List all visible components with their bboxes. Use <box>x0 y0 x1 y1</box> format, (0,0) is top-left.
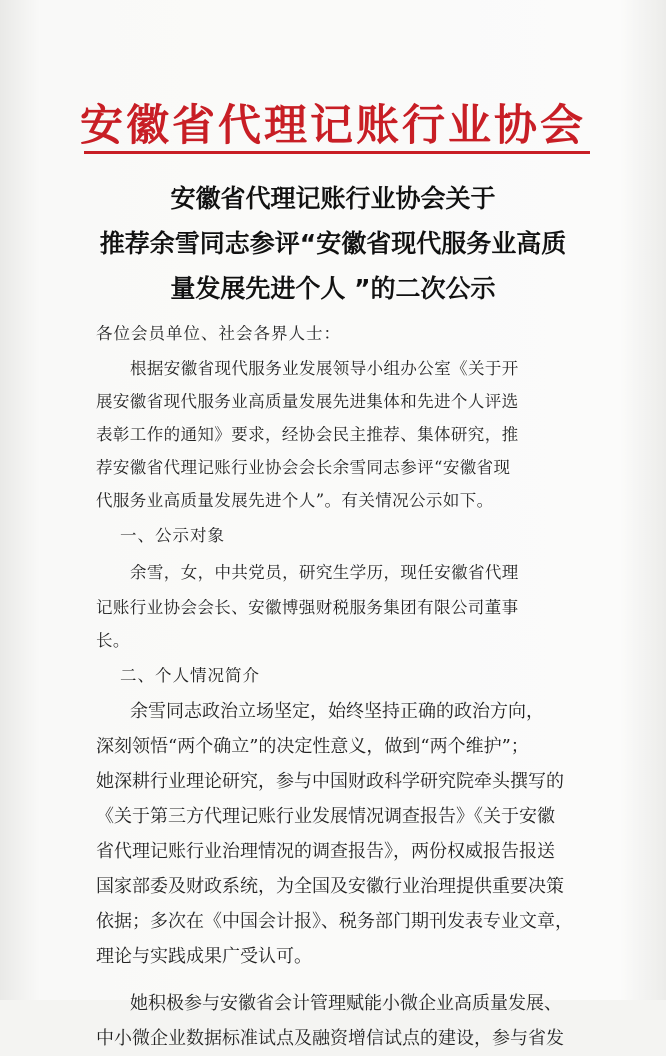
intro-line: 表彰工作的通知》要求，经协会民主推荐、集体研究，推 <box>96 425 519 444</box>
title-line: 安徽省代理记账行业协会关于 <box>170 184 496 213</box>
intro-line: 荐安徽省代理记账行业协会会长余雪同志参评“安徽省现 <box>96 458 511 477</box>
section-heading: 一、公示对象 <box>120 526 225 545</box>
salutation: 各位会员单位、社会各界人士： <box>96 324 341 343</box>
organization-letterhead: 安徽省代理记账行业协会 <box>80 101 586 151</box>
section1-line: 余雪，女，中共党员，研究生学历，现任安徽省代理 <box>130 563 519 582</box>
intro-line: 展安徽省现代服务业高质量发展先进集体和先进个人评选 <box>96 392 519 411</box>
section2-line: 理论与实践成果广受认可。 <box>96 946 312 967</box>
section2-line: 深刻领悟“两个确立”的决定性意义，做到“两个维护”； <box>96 736 529 757</box>
title-line: 推荐余雪同志参评“安徽省现代服务业高质 <box>99 229 567 258</box>
document-title <box>0 176 666 311</box>
section2-line: 国家部委及财政系统，为全国及安徽行业治理提供重要决策 <box>96 876 564 897</box>
section2-line: 中小微企业数据标准试点及融资增信试点的建设，参与省发 <box>96 1028 564 1049</box>
section-heading: 二、个人情况简介 <box>120 666 260 685</box>
section2-line: 《关于第三方代理记账行业发展情况调查报告》《关于安徽 <box>96 806 555 827</box>
section1-line: 记账行业协会会长、安徽博强财税服务集团有限公司董事 <box>96 598 519 617</box>
letterhead-rule <box>84 151 590 154</box>
document-body <box>96 315 586 1056</box>
title-line: 量发展先进个人 ”的二次公示 <box>170 274 496 303</box>
section2-line: 省代理记账行业治理情况的调查报告》，两份权威报告报送 <box>96 841 555 862</box>
section2-line: 她积极参与安徽省会计管理赋能小微企业高质量发展、 <box>130 993 562 1014</box>
section1-line: 长。 <box>96 631 130 650</box>
section2-line: 依据；多次在《中国会计报》、税务部门期刊发表专业文章， <box>96 911 573 932</box>
intro-line: 代服务业高质量发展先进个人”。有关情况公示如下。 <box>96 491 494 510</box>
intro-line: 根据安徽省现代服务业发展领导小组办公室《关于开 <box>130 359 519 378</box>
section2-line: 她深耕行业理论研究，参与中国财政科学研究院牵头撰写的 <box>96 771 564 792</box>
section2-line: 余雪同志政治立场坚定，始终坚持正确的政治方向， <box>130 701 544 722</box>
